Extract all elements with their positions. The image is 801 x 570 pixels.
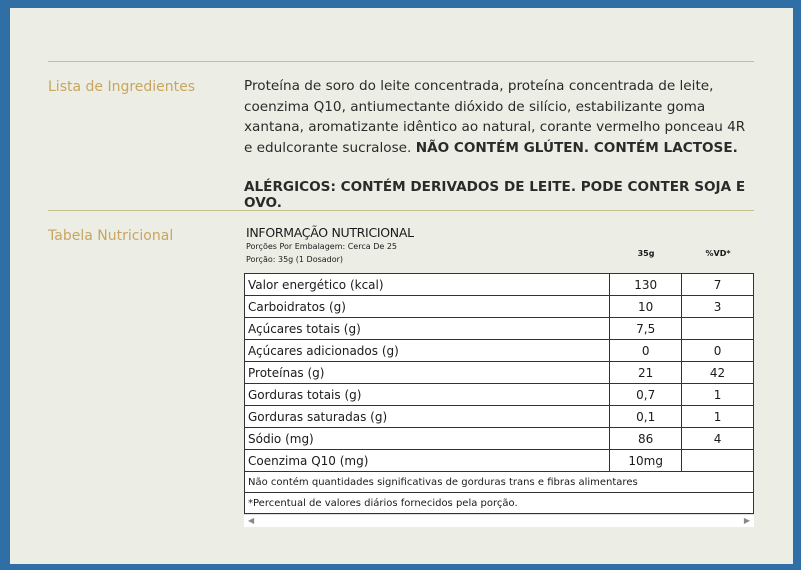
- nutrition-table: [244, 273, 754, 514]
- nutrition-table-container: [244, 225, 754, 527]
- nutrient-vd-value: 0: [682, 340, 754, 362]
- table-row: [245, 384, 754, 406]
- table-row: [245, 362, 754, 384]
- portion-column-header: 35g: [637, 249, 655, 258]
- nutrient-vd-value: 3: [682, 296, 754, 318]
- nutrient-portion-value: 130: [610, 274, 682, 296]
- nutrient-vd-value: [682, 450, 754, 472]
- nutrient-vd-value: 1: [682, 406, 754, 428]
- table-row: [245, 340, 754, 362]
- gluten-lactose-warning: NÃO CONTÉM GLÚTEN. CONTÉM LACTOSE.: [415, 139, 738, 156]
- horizontal-scrollbar[interactable]: [244, 514, 754, 527]
- nutrient-portion-value: 10mg: [610, 450, 682, 472]
- nutrient-portion-value: 21: [610, 362, 682, 384]
- nutrient-name: Valor energético (kcal): [245, 274, 610, 296]
- nutrient-vd-value: 4: [682, 428, 754, 450]
- vd-column-header: %VD*: [705, 249, 731, 258]
- trans-fat-note: Não contém quantidades significativas de gorduras trans e fibras alimentares: [245, 472, 754, 493]
- ingredients-section: [48, 61, 754, 212]
- serving-size: Porção: 35g (1 Dosador): [246, 255, 344, 264]
- daily-value-note: *Percentual de valores diários fornecidos pela porção.: [245, 493, 754, 514]
- ingredients-list: Proteína de soro do leite concentrada, proteína concentrada de leite, coenzima Q10, antiumectante dióxido de silício, estabilizante goma xantana, aromatizante idêntico ao natural, corante vermelho ponceau 4R e edulcorante sucralose.: [244, 78, 746, 156]
- nutrient-name: Gorduras saturadas (g): [245, 406, 610, 428]
- nutrition-section: [48, 210, 754, 531]
- nutrient-name: Coenzima Q10 (mg): [245, 450, 610, 472]
- allergens-warning: ALÉRGICOS: CONTÉM DERIVADOS DE LEITE. PODE CONTER SOJA E OVO.: [244, 179, 746, 211]
- nutrient-vd-value: 7: [682, 274, 754, 296]
- table-row: [245, 296, 754, 318]
- nutrient-name: Gorduras totais (g): [245, 384, 610, 406]
- nutrient-vd-value: 42: [682, 362, 754, 384]
- arrow-right-icon[interactable]: ▶: [743, 516, 750, 525]
- table-row: [245, 318, 754, 340]
- table-row: [245, 406, 754, 428]
- nutrient-name: Sódio (mg): [245, 428, 610, 450]
- ingredients-text: [244, 76, 756, 158]
- nutrient-portion-value: 0,7: [610, 384, 682, 406]
- nutrient-vd-value: 1: [682, 384, 754, 406]
- nutrition-table-title: INFORMAÇÃO NUTRICIONAL: [246, 225, 414, 240]
- nutrient-portion-value: 0: [610, 340, 682, 362]
- nutrition-table-header: [244, 225, 754, 273]
- table-note-row: [245, 493, 754, 514]
- nutrient-portion-value: 0,1: [610, 406, 682, 428]
- nutrition-title: Tabela Nutricional: [48, 228, 174, 244]
- table-row: [245, 450, 754, 472]
- table-row: [245, 428, 754, 450]
- nutrient-name: Açúcares totais (g): [245, 318, 610, 340]
- servings-per-package: Porções Por Embalagem: Cerca De 25: [246, 242, 397, 251]
- table-row: [245, 274, 754, 296]
- nutrient-name: Açúcares adicionados (g): [245, 340, 610, 362]
- nutrient-portion-value: 7,5: [610, 318, 682, 340]
- nutrient-vd-value: [682, 318, 754, 340]
- ingredients-title: Lista de Ingredientes: [48, 79, 196, 95]
- nutrient-portion-value: 10: [610, 296, 682, 318]
- arrow-left-icon[interactable]: ◀: [248, 516, 255, 525]
- table-note-row: [245, 472, 754, 493]
- nutrient-name: Carboidratos (g): [245, 296, 610, 318]
- nutrient-name: Proteínas (g): [245, 362, 610, 384]
- nutrient-portion-value: 86: [610, 428, 682, 450]
- product-info-panel: [10, 8, 793, 564]
